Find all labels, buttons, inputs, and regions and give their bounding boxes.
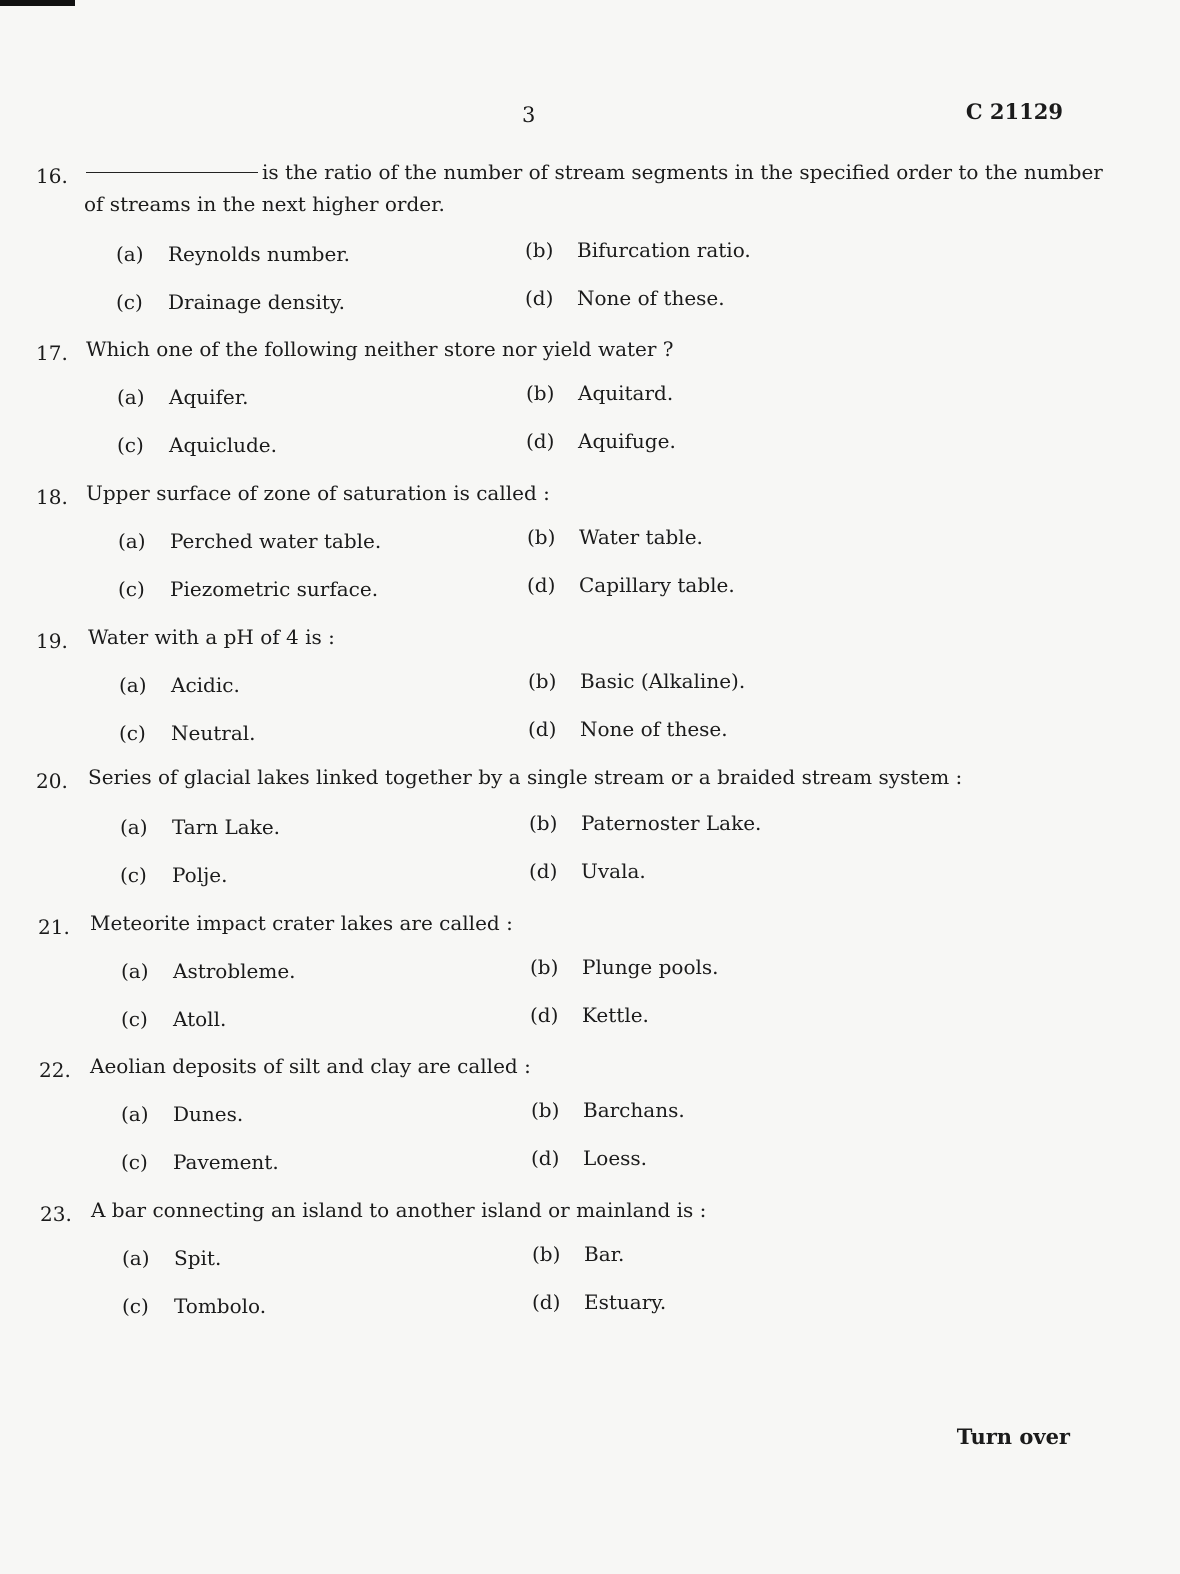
option-a: (a) Dunes. xyxy=(121,1102,244,1126)
option-a: (a) Aquifer. xyxy=(117,385,249,409)
question-number: 23. xyxy=(40,1202,72,1226)
page-number: 3 xyxy=(522,103,536,127)
option-b: (b) Bar. xyxy=(532,1242,625,1266)
question-23 xyxy=(0,1196,1180,1318)
paper-code: C 21129 xyxy=(965,99,1063,124)
option-c: (c) Atoll. xyxy=(121,1007,227,1031)
option-c: (c) Tombolo. xyxy=(122,1294,267,1318)
option-a: (a) Reynolds number. xyxy=(116,242,351,266)
fill-in-blank xyxy=(86,172,258,173)
option-d: (d) Kettle. xyxy=(530,1003,649,1027)
question-text: Meteorite impact crater lakes are called : xyxy=(90,911,513,935)
option-d: (d) Uvala. xyxy=(529,859,646,883)
question-18 xyxy=(0,481,1180,601)
option-c: (c) Drainage density. xyxy=(116,290,345,314)
option-b: (b) Bifurcation ratio. xyxy=(525,238,751,262)
question-text: A bar connecting an island to another island or mainland is : xyxy=(91,1198,707,1222)
scan-corner-mark xyxy=(0,0,75,6)
option-c: (c) Pavement. xyxy=(121,1150,279,1174)
option-d: (d) Loess. xyxy=(531,1146,648,1170)
question-number: 18. xyxy=(36,485,68,509)
question-number: 16. xyxy=(36,164,68,188)
question-16 xyxy=(0,160,1180,314)
question-17 xyxy=(0,337,1180,457)
option-d: (d) Capillary table. xyxy=(527,573,735,597)
option-a: (a) Acidic. xyxy=(119,673,240,697)
option-b: (b) Barchans. xyxy=(531,1098,685,1122)
option-d: (d) None of these. xyxy=(528,717,728,741)
question-21 xyxy=(0,911,1180,1031)
question-number: 20. xyxy=(36,769,68,793)
option-c: (c) Polje. xyxy=(120,863,228,887)
question-number: 22. xyxy=(39,1058,71,1082)
option-c: (c) Piezometric surface. xyxy=(118,577,379,601)
option-b: (b) Plunge pools. xyxy=(530,955,719,979)
question-text: Aeolian deposits of silt and clay are called : xyxy=(90,1054,531,1078)
question-number: 19. xyxy=(36,629,68,653)
option-a: (a) Perched water table. xyxy=(118,529,382,553)
question-22 xyxy=(0,1054,1180,1174)
option-b: (b) Basic (Alkaline). xyxy=(528,669,746,693)
option-a: (a) Astrobleme. xyxy=(121,959,296,983)
option-b: (b) Water table. xyxy=(527,525,703,549)
option-c: (c) Neutral. xyxy=(119,721,256,745)
question-text: Water with a pH of 4 is : xyxy=(88,625,335,649)
option-b: (b) Aquitard. xyxy=(526,381,674,405)
option-d: (d) None of these. xyxy=(525,286,725,310)
option-d: (d) Estuary. xyxy=(532,1290,667,1314)
option-b: (b) Paternoster Lake. xyxy=(529,811,762,835)
question-text: Which one of the following neither store nor yield water ? xyxy=(86,337,674,361)
option-a: (a) Tarn Lake. xyxy=(120,815,281,839)
option-a: (a) Spit. xyxy=(122,1246,222,1270)
question-number: 17. xyxy=(36,341,68,365)
question-number: 21. xyxy=(38,915,70,939)
question-text: Series of glacial lakes linked together by a single stream or a braided stream system : xyxy=(88,765,963,789)
question-19 xyxy=(0,625,1180,745)
option-d: (d) Aquifuge. xyxy=(526,429,676,453)
question-20 xyxy=(0,765,1180,887)
option-c: (c) Aquiclude. xyxy=(117,433,277,457)
question-text: is the ratio of the number of stream segments in the specified order to the number xyxy=(86,160,1103,184)
question-text: Upper surface of zone of saturation is called : xyxy=(86,481,550,505)
question-text-continuation: of streams in the next higher order. xyxy=(84,192,445,216)
turn-over-note: Turn over xyxy=(956,1424,1070,1449)
